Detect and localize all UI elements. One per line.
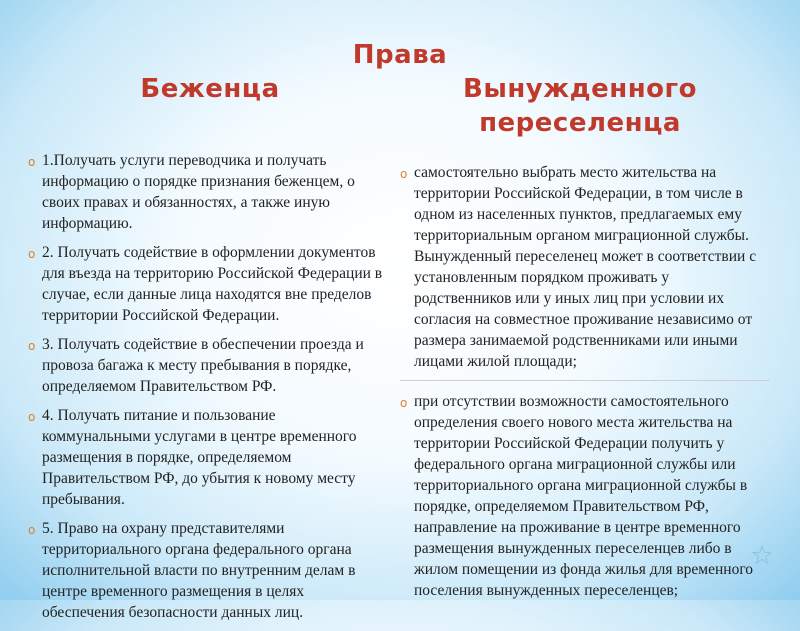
bullet-icon: o — [28, 523, 36, 537]
bullet-icon: o — [28, 339, 36, 353]
list-item-text: 3. Получать содействие в обеспечении проезда и провоза багажа к месту пребывания в порядке, определяемом Правительством РФ. — [42, 336, 364, 395]
right-heading-line2: переселенца — [479, 108, 681, 138]
displaced-person-rights-list — [400, 162, 770, 609]
slide-title: Права — [352, 40, 448, 70]
bullet-icon: o — [400, 396, 408, 410]
bullet-icon: o — [400, 167, 408, 181]
list-item-text: 1.Получать услуги переводчика и получать информацию о порядке признания беженцем, о своих правах и обязанностях, а также иную информацию. — [42, 152, 355, 232]
list-item — [28, 334, 384, 397]
bullet-icon: o — [28, 247, 36, 261]
list-item-text: при отсутствии возможности самостоятельного определения своего нового места жительства на территории Российской Федерации получить у федерального органа миграционной службы или территориального органа миграционной службы в порядке, определяемом Правительством РФ, направление на проживание в центре временного размещения вынужденных переселенцев либо в жилом помещении из фонда жилья для временного поселения вынужденных переселенцев; — [414, 393, 754, 599]
bullet-icon: o — [28, 155, 36, 169]
list-item — [28, 150, 384, 234]
list-item — [400, 391, 770, 601]
list-item — [400, 162, 770, 372]
list-item-text: 5. Право на охрану представителями территориального органа федерального органа исполнительной власти по внутренним делам в центре временного размещения в целях обеспечения безопасности данных лиц. — [42, 520, 356, 621]
left-heading: Беженца — [140, 74, 280, 104]
list-item-text: 4. Получать питание и пользование коммунальными услугами в центре временного размещения в порядке, определяемом Правительством РФ, до убытия к новому месту пребывания. — [42, 407, 357, 508]
list-item — [28, 242, 384, 326]
list-item-text: 2. Получать содействие в оформлении документов для въезда на территорию Российской Федерации в случае, если данные лица находятся вне пределов территории Российской Федерации. — [42, 244, 383, 324]
bullet-icon: o — [28, 410, 36, 424]
star-icon — [752, 545, 772, 565]
list-item — [28, 405, 384, 510]
right-heading-line1: Вынужденного — [463, 74, 697, 104]
list-item-text: самостоятельно выбрать место жительства на территории Российской Федерации, в том числе в одном из населенных пунктов, предлагаемых ему территориальным органом миграционной службы. Вынужденный переселенец может в соответствии с установленным порядком проживать у родственников или у иных лиц при условии их согласия на совместное проживание независимо от размера занимаемой родственниками или иными лицами жилой площади; — [414, 164, 757, 370]
list-item — [28, 518, 384, 623]
divider — [400, 380, 770, 381]
refugee-rights-list — [28, 150, 384, 631]
